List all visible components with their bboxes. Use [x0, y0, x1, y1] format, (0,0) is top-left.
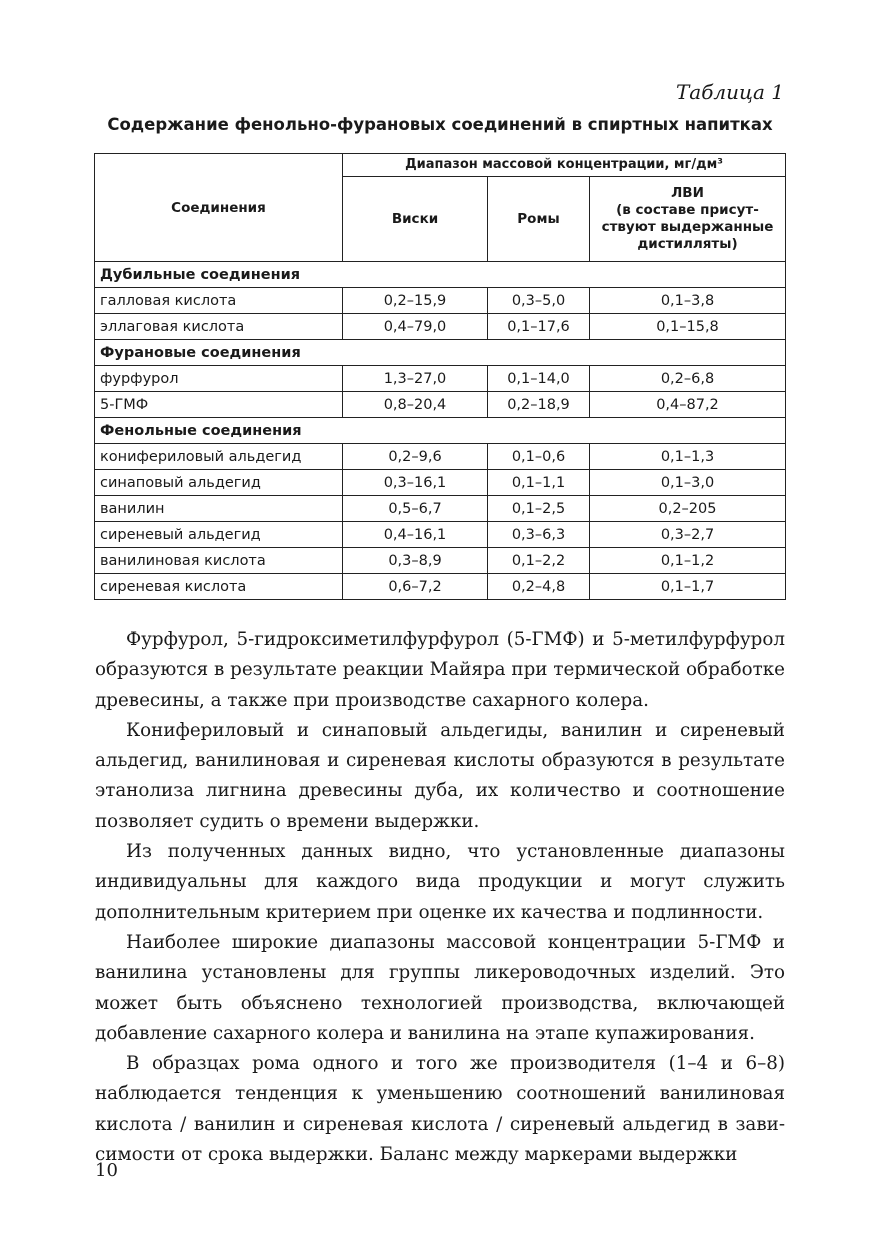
header-lvi-line: ЛВИ — [671, 185, 704, 201]
compound-cell: галловая кислота — [95, 288, 343, 314]
group-row — [95, 262, 786, 288]
header-compound: Соединения — [95, 154, 343, 262]
lvi-cell: 0,1–1,7 — [590, 574, 786, 600]
table-header — [95, 154, 786, 262]
header-whisky: Виски — [343, 177, 488, 262]
body-text — [95, 625, 785, 1170]
whisky-cell: 0,6–7,2 — [343, 574, 488, 600]
data-table — [94, 153, 786, 600]
whisky-cell: 0,4–16,1 — [343, 522, 488, 548]
rum-cell: 0,2–18,9 — [488, 392, 590, 418]
compound-cell: сиреневый альдегид — [95, 522, 343, 548]
table-row — [95, 496, 786, 522]
table-row — [95, 574, 786, 600]
lvi-cell: 0,3–2,7 — [590, 522, 786, 548]
lvi-cell: 0,1–1,3 — [590, 444, 786, 470]
paragraph: В образцах рома одного и того же производителя (1–4 и 6–8) наблюдается тенденция к уменьшению соотношений ванилиновая кислота / ванилин и сиреневая кислота / сиреневый альдегид в зависимости от срока выдержки. Баланс между маркерами выдержки — [95, 1053, 785, 1166]
paragraph: Из полученных данных видно, что установленные диапазоны индивидуальны для каждого вида продукции и могут служить дополнительным критерием при оценке их качества и подлинности. — [95, 841, 785, 923]
lvi-cell: 0,4–87,2 — [590, 392, 786, 418]
whisky-cell: 1,3–27,0 — [343, 366, 488, 392]
table-row — [95, 392, 786, 418]
table-row — [95, 522, 786, 548]
compound-cell: синаповый альдегид — [95, 470, 343, 496]
rum-cell: 0,3–5,0 — [488, 288, 590, 314]
group-row — [95, 418, 786, 444]
rum-cell: 0,3–6,3 — [488, 522, 590, 548]
paragraph: Фурфурол, 5-гидроксиметилфурфурол (5-ГМФ) и 5-метилфурфурол образуются в результате реакции Майяра при термической обработке древесины, а также при производстве сахарного колера. — [95, 629, 785, 711]
header-lvi — [590, 177, 786, 262]
paragraph: Конифериловый и синаповый альдегиды, ванилин и сиреневый альдегид, ванилиновая и сиреневая кислоты образуются в результате этанолиза лигнина древесины дуба, их количество и соотношение позволяет судить о времени выдержки. — [95, 719, 785, 832]
table-title: Содержание фенольно-фурановых соединений в спиртных напитках — [107, 115, 773, 134]
whisky-cell: 0,8–20,4 — [343, 392, 488, 418]
header-lvi-line: дистилляты) — [637, 236, 738, 252]
lvi-cell: 0,1–15,8 — [590, 314, 786, 340]
whisky-cell: 0,5–6,7 — [343, 496, 488, 522]
lvi-cell: 0,1–1,2 — [590, 548, 786, 574]
table-row — [95, 470, 786, 496]
table-row — [95, 366, 786, 392]
whisky-cell: 0,2–9,6 — [343, 444, 488, 470]
rum-cell: 0,1–0,6 — [488, 444, 590, 470]
compound-cell: фурфурол — [95, 366, 343, 392]
group-title: Дубильные соединения — [95, 262, 786, 288]
rum-cell: 0,1–2,5 — [488, 496, 590, 522]
header-lvi-line: ствуют выдержанные — [601, 219, 774, 235]
lvi-cell: 0,1–3,8 — [590, 288, 786, 314]
compound-cell: ванилин — [95, 496, 343, 522]
rum-cell: 0,1–14,0 — [488, 366, 590, 392]
whisky-cell: 0,3–8,9 — [343, 548, 488, 574]
table-row — [95, 548, 786, 574]
compound-cell: эллаговая кислота — [95, 314, 343, 340]
paragraph: Наиболее широкие диапазоны массовой концентрации 5-ГМФ и ванилина установлены для группы ликероводочных изделий. Это может быть объяснено технологией производства, включающей добавление сахарного колера и ванилина на этапе купажирования. — [95, 931, 785, 1044]
whisky-cell: 0,2–15,9 — [343, 288, 488, 314]
compound-cell: конифериловый альдегид — [95, 444, 343, 470]
table-row — [95, 288, 786, 314]
rum-cell: 0,1–1,1 — [488, 470, 590, 496]
group-title: Фенольные соединения — [95, 418, 786, 444]
lvi-cell: 0,2–205 — [590, 496, 786, 522]
table-row — [95, 444, 786, 470]
table-row — [95, 314, 786, 340]
group-title: Фурановые соединения — [95, 340, 786, 366]
lvi-cell: 0,1–3,0 — [590, 470, 786, 496]
compound-cell: сиреневая кислота — [95, 574, 343, 600]
rum-cell: 0,2–4,8 — [488, 574, 590, 600]
rum-cell: 0,1–17,6 — [488, 314, 590, 340]
whisky-cell: 0,3–16,1 — [343, 470, 488, 496]
header-range: Диапазон массовой концентрации, мг/дм³ — [343, 154, 786, 177]
table-body — [95, 262, 786, 600]
header-rum: Ромы — [488, 177, 590, 262]
compound-cell: 5-ГМФ — [95, 392, 343, 418]
compound-cell: ванилиновая кислота — [95, 548, 343, 574]
table-label: Таблица 1 — [675, 80, 784, 104]
rum-cell: 0,1–2,2 — [488, 548, 590, 574]
header-lvi-line: (в составе присут- — [616, 202, 759, 218]
page-number: 10 — [95, 1160, 118, 1181]
lvi-cell: 0,2–6,8 — [590, 366, 786, 392]
group-row — [95, 340, 786, 366]
whisky-cell: 0,4–79,0 — [343, 314, 488, 340]
